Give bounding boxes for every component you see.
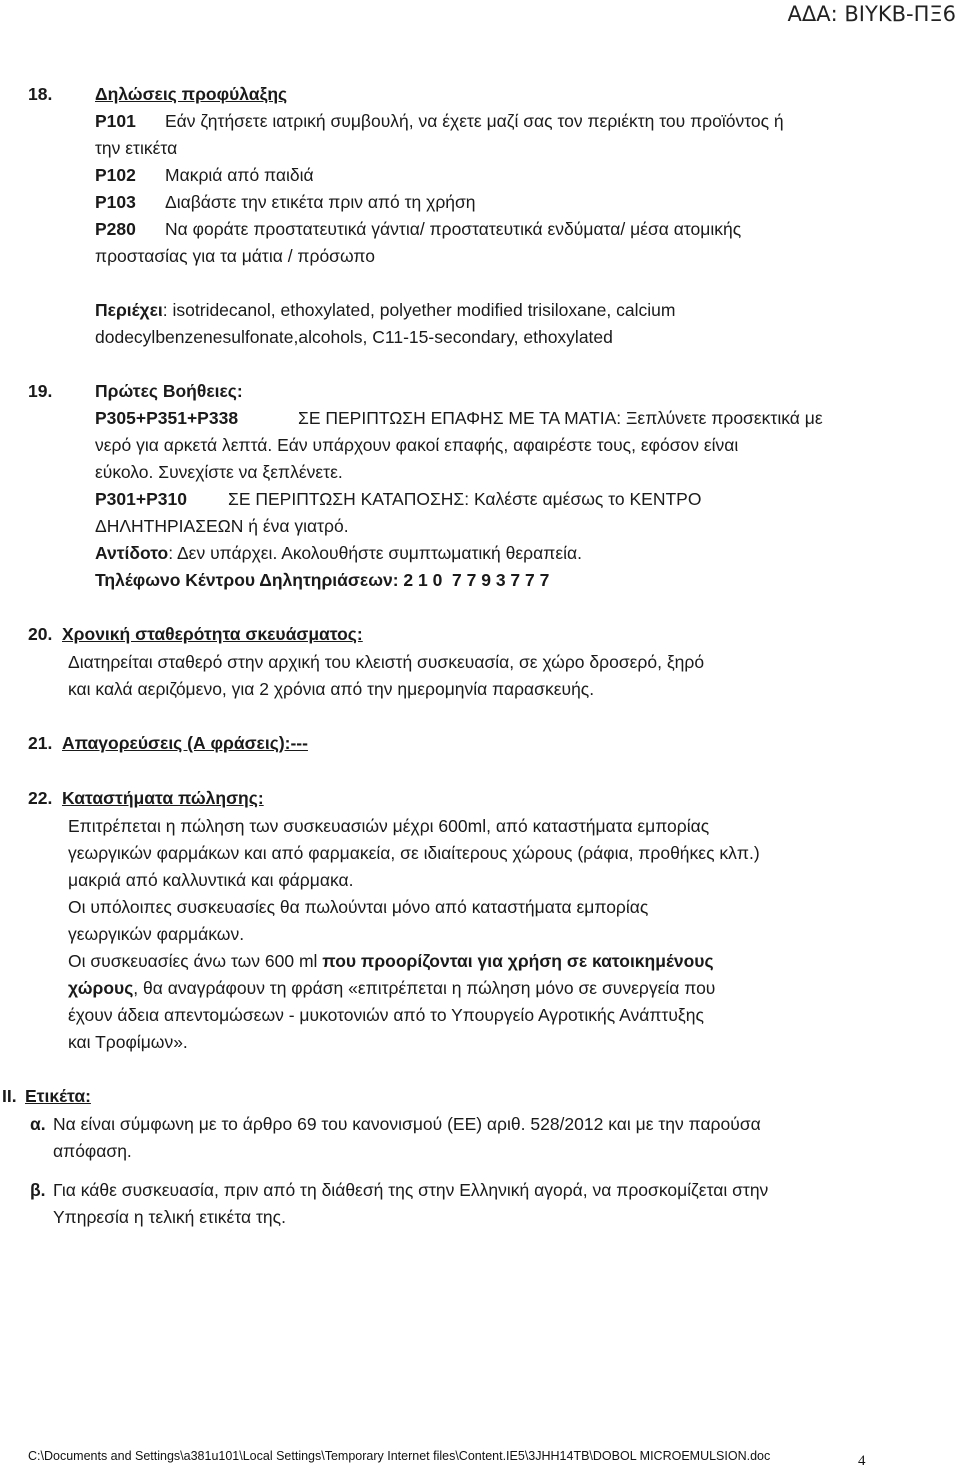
stability-line-2: και καλά αεριζόμενο, για 2 χρόνια από την ημερομηνία παρασκευής. <box>68 679 595 699</box>
section-21-title: Απαγορεύσεις (Α φράσεις):--- <box>62 733 308 753</box>
sales-line-6-plain: Οι συσκευασίες άνω των 600 ml <box>68 951 323 971</box>
item-b-text: Για κάθε συσκευασία, πριν από τη διάθεσή της στην Ελληνική αγορά, να προσκομίζεται στην <box>53 1180 769 1200</box>
section-22-number: 22. <box>28 788 53 808</box>
sales-line-7 <box>68 978 715 999</box>
section-ii-title: Ετικέτα: <box>25 1086 91 1106</box>
contains-continuation: dodecylbenzenesulfonate,alcohols, C11-15-secondary, ethoxylated <box>95 327 613 347</box>
p101-text: Εάν ζητήσετε ιατρική συμβουλή, να έχετε μαζί σας τον περιέκτη του προϊόντος ή <box>165 111 784 131</box>
sales-line-9: και Τροφίμων». <box>68 1032 188 1052</box>
p101-continuation: την ετικέτα <box>95 138 178 158</box>
section-19-number: 19. <box>28 381 53 401</box>
p103-text: Διαβάστε την ετικέτα πριν από τη χρήση <box>165 192 476 212</box>
sales-line-3: μακριά από καλλυντικά και φάρμακα. <box>68 870 354 890</box>
p301-text: ΣΕ ΠΕΡΙΠΤΩΣΗ ΚΑΤΑΠΟΣΗΣ: Καλέστε αμέσως το ΚΕΝΤΡΟ <box>228 489 702 509</box>
ada-code: ΑΔΑ: ΒΙΥΚΒ-ΠΞ6 <box>787 2 956 26</box>
section-19-title: Πρώτες Βοήθειες: <box>95 381 243 401</box>
sales-line-2: γεωργικών φαρμάκων και από φαρμακεία, σε ιδιαίτερους χώρους (ράφια, προθήκες κλπ.) <box>68 843 760 863</box>
section-20-title: Χρονική σταθερότητα σκευάσματος: <box>62 624 363 644</box>
p305-code: P305+P351+P338 <box>95 408 239 428</box>
p305-continuation-1: νερό για αρκετά λεπτά. Εάν υπάρχουν φακοί επαφής, αφαιρέστε τους, εφόσον είναι <box>95 435 739 455</box>
sales-line-1: Επιτρέπεται η πώληση των συσκευασιών μέχρι 600ml, από καταστήματα εμπορίας <box>68 816 710 836</box>
sales-line-7-plain: , θα αναγράφουν τη φράση «επιτρέπεται η πώληση μόνο σε συνεργεία που <box>133 978 716 998</box>
p301-code: P301+P310 <box>95 489 187 509</box>
p101-code: P101 <box>95 111 136 131</box>
contains-text: : isotridecanol, ethoxylated, polyether modified trisiloxane, calcium <box>162 300 676 320</box>
footer-file-path: C:\Documents and Settings\a381u101\Local Settings\Temporary Internet files\Content.IE5\3JHH14TB\DOBOL MICROEMULSION.doc <box>28 1449 771 1463</box>
sales-line-8: έχουν άδεια απεντομώσεων - μυκοτονιών από το Υπουργείο Αγροτικής Ανάπτυξης <box>68 1005 704 1025</box>
sales-line-5: γεωργικών φαρμάκων. <box>68 924 245 944</box>
antidote-label: Αντίδοτο <box>95 543 169 563</box>
item-a-label: α. <box>30 1114 46 1134</box>
sales-line-7-bold: χώρους <box>68 978 134 998</box>
contains-line <box>95 300 675 321</box>
p280-continuation: προστασίας για τα μάτια / πρόσωπο <box>95 246 375 266</box>
section-22-title: Καταστήματα πώλησης: <box>62 788 264 808</box>
stability-line-1: Διατηρείται σταθερό στην αρχική του κλειστή συσκευασία, σε χώρο δροσερό, ξηρό <box>68 652 705 672</box>
p301-continuation: ΔΗΛΗΤΗΡΙΑΣΕΩΝ ή ένα γιατρό. <box>95 516 349 536</box>
sales-line-6 <box>68 951 714 972</box>
antidote-line <box>95 543 582 564</box>
sales-line-4: Οι υπόλοιπες συσκευασίες θα πωλούνται μόνο από καταστήματα εμπορίας <box>68 897 649 917</box>
item-a-continuation: απόφαση. <box>53 1141 132 1161</box>
section-21-number: 21. <box>28 733 53 753</box>
p102-code: P102 <box>95 165 136 185</box>
p103-code: P103 <box>95 192 136 212</box>
item-b-label: β. <box>30 1180 46 1200</box>
p280-text: Να φοράτε προστατευτικά γάντια/ προστατευτικά ενδύματα/ μέσα ατομικής <box>165 219 742 239</box>
contains-label: Περιέχει <box>95 300 163 320</box>
page-number: 4 <box>858 1453 866 1469</box>
item-a-text: Να είναι σύμφωνη με το άρθρο 69 του κανονισμού (ΕΕ) αριθ. 528/2012 και με την παρούσα <box>53 1114 761 1134</box>
antidote-text: : Δεν υπάρχει. Ακολουθήστε συμπτωματική θεραπεία. <box>168 543 582 563</box>
section-18-title: Δηλώσεις προφύλαξης <box>95 84 288 104</box>
p305-text: ΣΕ ΠΕΡΙΠΤΩΣΗ ΕΠΑΦΗΣ ΜΕ ΤΑ ΜΑΤΙΑ: Ξεπλύνετε προσεκτικά με <box>298 408 823 428</box>
p280-code: P280 <box>95 219 136 239</box>
section-18-number: 18. <box>28 84 53 104</box>
poison-center-phone: Τηλέφωνο Κέντρου Δηλητηριάσεων: 2 1 0 7 7 9 3 7 7 7 <box>95 570 550 590</box>
section-ii-number: ΙΙ. <box>2 1086 17 1106</box>
section-20-number: 20. <box>28 624 53 644</box>
sales-line-6-bold: που προορίζονται για χρήση σε κατοικημένους <box>322 951 714 971</box>
item-b-continuation: Υπηρεσία η τελική ετικέτα της. <box>53 1207 286 1227</box>
p305-continuation-2: εύκολο. Συνεχίστε να ξεπλένετε. <box>95 462 343 482</box>
p102-text: Μακριά από παιδιά <box>165 165 314 185</box>
